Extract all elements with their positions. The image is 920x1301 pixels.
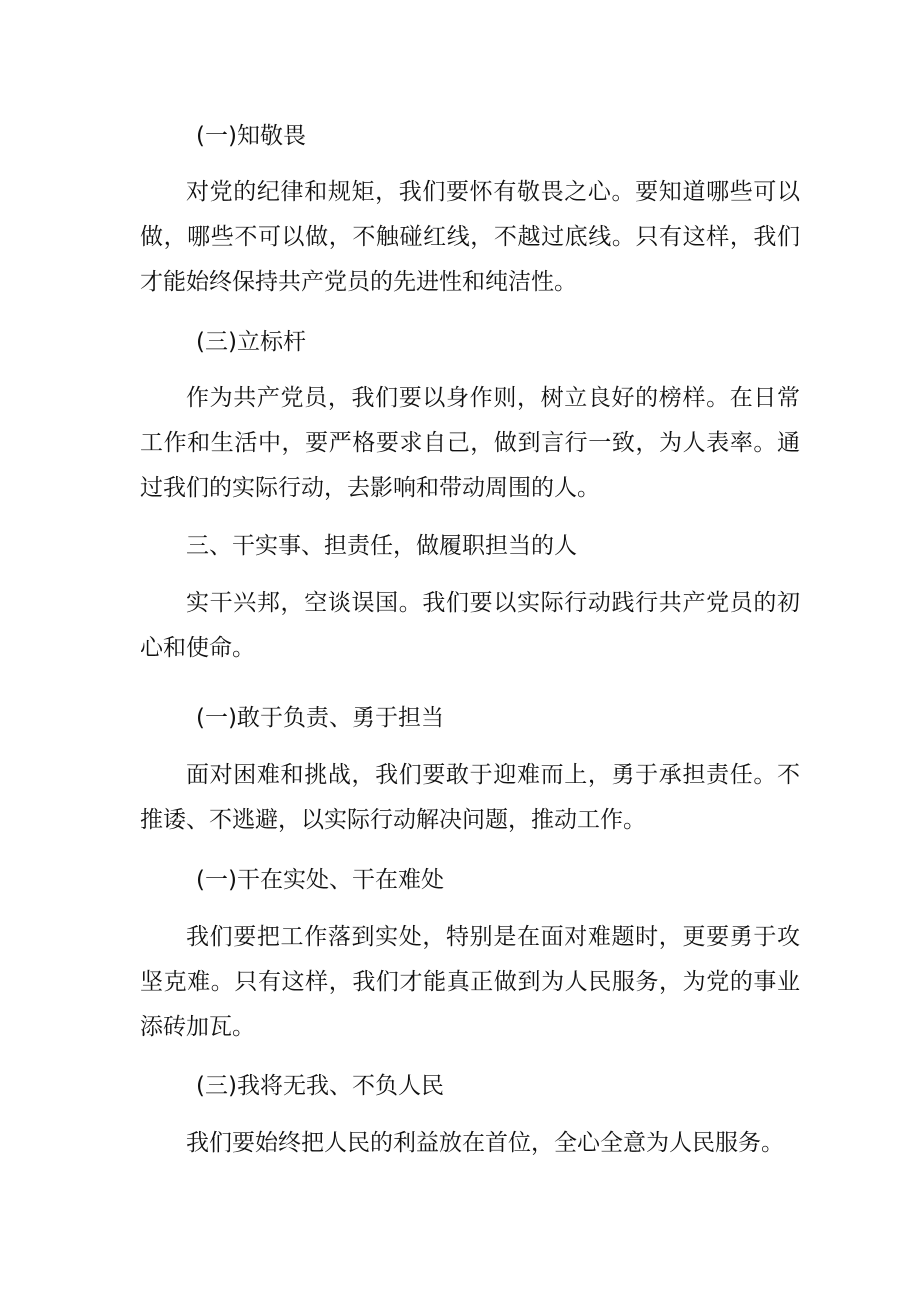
paragraph: 实干兴邦，空谈误国。我们要以实际行动践行共产党员的初心和使命。 <box>140 590 800 661</box>
section-heading: (一)知敬畏 <box>196 123 306 149</box>
section-heading: 三、干实事、担责任，做履职担当的人 <box>186 533 577 559</box>
paragraph: 我们要把工作落到实处，特别是在面对难题时，更要勇于攻坚克难。只有这样，我们才能真正做到为人民服务，为党的事业添砖加瓦。 <box>140 924 800 1040</box>
paragraph: 作为共产党员，我们要以身作则，树立良好的榜样。在日常工作和生活中，要严格要求自己，做到言行一致，为人表率。通过我们的实际行动，去影响和带动周围的人。 <box>140 385 800 501</box>
paragraph: 对党的纪律和规矩，我们要怀有敬畏之心。要知道哪些可以做，哪些不可以做，不触碰红线，不越过底线。只有这样，我们才能始终保持共产党员的先进性和纯洁性。 <box>140 179 800 295</box>
paragraph: 我们要始终把人民的利益放在首位，全心全意为人民服务。 <box>186 1130 784 1156</box>
section-heading: (一)敢于负责、勇于担当 <box>196 705 444 731</box>
section-heading: (三)我将无我、不负人民 <box>196 1073 444 1099</box>
section-heading: (一)干在实处、干在难处 <box>196 867 444 893</box>
paragraph: 面对困难和挑战，我们要敢于迎难而上，勇于承担责任。不推诿、不逃避，以实际行动解决问题，推动工作。 <box>140 762 800 833</box>
section-heading: (三)立标杆 <box>196 329 306 355</box>
